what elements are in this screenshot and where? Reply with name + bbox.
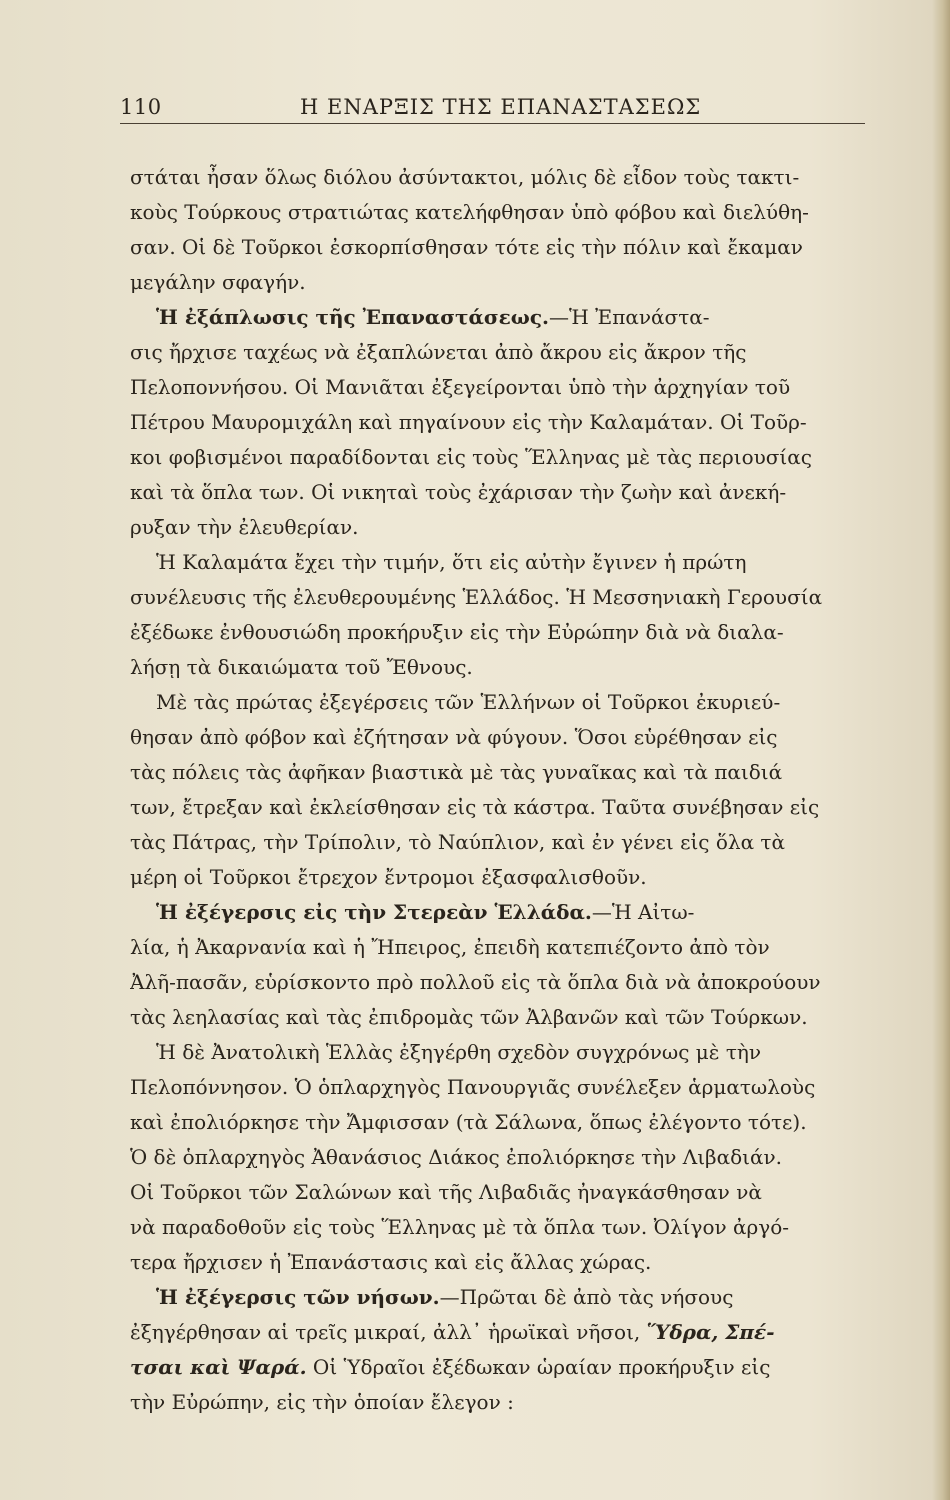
running-title: Η ΕΝΑΡΞΙΣ ΤΗΣ ΕΠΑΝΑΣΤΑΣΕΩΣ xyxy=(300,95,702,119)
text-line: τὰς Πάτρας, τὴν Τρίπολιν, τὸ Ναύπλιον, καὶ ἐν γένει εἰς ὅλα τὰ xyxy=(130,830,785,854)
text-line: μεγάλην σφαγήν. xyxy=(130,270,306,294)
text-line: Ἡ Καλαμάτα ἔχει τὴν τιμήν, ὅτι εἰς αὐτὴν ἔγινεν ἡ πρώτη xyxy=(156,550,747,574)
text-line: στάται ἦσαν ὅλως διόλου ἀσύντακτοι, μόλις δὲ εἶδον τοὺς τακτι- xyxy=(130,165,800,189)
text-line: συνέλευσις τῆς ἐλευθερουμένης Ἑλλάδος. Ἡ Μεσσηνιακὴ Γερουσία xyxy=(130,585,823,609)
text-line: λία, ἡ Ἀκαρνανία καὶ ἡ Ἤπειρος, ἐπειδὴ κατεπιέζοντο ἀπὸ τὸν xyxy=(130,935,770,959)
text-line: Πελοπόννησον. Ὁ ὁπλαρχηγὸς Πανουργιᾶς συνέλεξεν ἁρματωλοὺς xyxy=(130,1075,816,1099)
text-line: μέρη οἱ Τοῦρκοι ἔτρεχον ἔντρομοι ἐξασφαλισθοῦν. xyxy=(130,865,647,889)
text-line: σαν. Οἱ δὲ Τοῦρκοι ἐσκορπίσθησαν τότε εἰς τὴν πόλιν καὶ ἔκαμαν xyxy=(130,235,803,259)
text-line: τὰς λεηλασίας καὶ τὰς ἐπιδρομὰς τῶν Ἀλβανῶν καὶ τῶν Τούρκων. xyxy=(130,1005,808,1029)
text-line: Πέτρου Μαυρομιχάλη καὶ πηγαίνουν εἰς τὴν Καλαμάταν. Οἱ Τοῦρ- xyxy=(130,410,807,434)
text-line: τὰς πόλεις τὰς ἀφῆκαν βιαστικὰ μὲ τὰς γυναῖκας καὶ τὰ παιδιά xyxy=(130,760,783,784)
text-line: κοὺς Τούρκους στρατιώτας κατελήφθησαν ὑπὸ φόβου καὶ διελύθη- xyxy=(130,200,809,224)
text-line: ἐξηγέρθησαν αἱ τρεῖς μικραί, ἀλλ᾽ ἡρωϊκαὶ νῆσοι, Ὕδρα, Σπέ- xyxy=(130,1320,775,1344)
section-heading: Ἡ ἐξέγερσις τῶν νήσων. xyxy=(156,1285,440,1309)
text-line: ρυξαν τὴν ἐλευθερίαν. xyxy=(130,515,359,539)
text-line: τὴν Εὐρώπην, εἰς τὴν ὁποίαν ἔλεγον : xyxy=(130,1390,514,1414)
text-line: Ἡ δὲ Ἀνατολικὴ Ἑλλὰς ἐξηγέρθη σχεδὸν συγχρόνως μὲ τὴν xyxy=(156,1040,762,1064)
text-line: Οἱ Τοῦρκοι τῶν Σαλώνων καὶ τῆς Λιβαδιᾶς ἠναγκάσθησαν νὰ xyxy=(130,1180,762,1204)
section-heading-line: Ἡ ἐξάπλωσις τῆς Ἐπαναστάσεως.—Ἡ Ἐπανάστα- xyxy=(156,305,710,329)
text-line: σις ἤρχισε ταχέως νὰ ἐξαπλώνεται ἀπὸ ἄκρου εἰς ἄκρον τῆς xyxy=(130,340,747,364)
text-line: θησαν ἀπὸ φόβον καὶ ἐζήτησαν νὰ φύγουν. Ὅσοι εὑρέθησαν εἰς xyxy=(130,725,778,749)
body-text xyxy=(130,160,868,1420)
text-line: καὶ ἐπολιόρκησε τὴν Ἄμφισσαν (τὰ Σάλωνα, ὅπως ἐλέγοντο τότε). xyxy=(130,1110,807,1134)
section-heading: Ἡ ἐξάπλωσις τῆς Ἐπαναστάσεως. xyxy=(156,305,549,329)
text-line: νὰ παραδοθοῦν εἰς τοὺς Ἕλληνας μὲ τὰ ὅπλα των. Ὀλίγον ἀργό- xyxy=(130,1215,790,1239)
text-line: ἐξέδωκε ἐνθουσιώδη προκήρυξιν εἰς τὴν Εὐρώπην διὰ νὰ διαλα- xyxy=(130,620,784,644)
text-line: κοι φοβισμένοι παραδίδονται εἰς τοὺς Ἕλληνας μὲ τὰς περιουσίας xyxy=(130,445,812,469)
text-line: καὶ τὰ ὅπλα των. Οἱ νικηταὶ τοὺς ἐχάρισαν τὴν ζωὴν καὶ ἀνεκή- xyxy=(130,480,787,504)
text-line: Ὁ δὲ ὁπλαρχηγὸς Ἀθανάσιος Διάκος ἐπολιόρκησε τὴν Λιβαδιάν. xyxy=(130,1145,783,1169)
text-line: Πελοποννήσου. Οἱ Μανιᾶται ἐξεγείρονται ὑπὸ τὴν ἀρχηγίαν τοῦ xyxy=(130,375,791,399)
text-line: των, ἔτρεξαν καὶ ἐκλείσθησαν εἰς τὰ κάστρα. Ταῦτα συνέβησαν εἰς xyxy=(130,795,820,819)
section-heading: Ἡ ἐξέγερσις εἰς τὴν Στερεὰν Ἑλλάδα. xyxy=(156,900,592,924)
text-line: Ἀλῆ-πασᾶν, εὑρίσκοντο πρὸ πολλοῦ εἰς τὰ ὅπλα διὰ νὰ ἀποκρούουν xyxy=(130,970,821,994)
emphasis-text: τσαι καὶ Ψαρά. xyxy=(130,1355,307,1379)
running-header xyxy=(120,95,865,124)
page-edge-shadow xyxy=(932,0,950,1500)
text-line: Μὲ τὰς πρώτας ἐξεγέρσεις τῶν Ἑλλήνων οἱ Τοῦρκοι ἐκυριεύ- xyxy=(156,690,781,714)
section-heading-line: Ἡ ἐξέγερσις εἰς τὴν Στερεὰν Ἑλλάδα.—Ἡ Αἰτω- xyxy=(156,900,695,924)
section-heading-line: Ἡ ἐξέγερσις τῶν νήσων.—Πρῶται δὲ ἀπὸ τὰς νήσους xyxy=(156,1285,734,1309)
emphasis-text: Ὕδρα, Σπέ- xyxy=(646,1320,775,1344)
text-line: τερα ἤρχισεν ἡ Ἐπανάστασις καὶ εἰς ἄλλας χώρας. xyxy=(130,1250,652,1274)
text-line: τσαι καὶ Ψαρά. Οἱ Ὑδραῖοι ἐξέδωκαν ὡραίαν προκήρυξιν εἰς xyxy=(130,1355,771,1379)
page-number: 110 xyxy=(120,95,162,119)
text-line: λήσῃ τὰ δικαιώματα τοῦ Ἔθνους. xyxy=(130,655,473,679)
